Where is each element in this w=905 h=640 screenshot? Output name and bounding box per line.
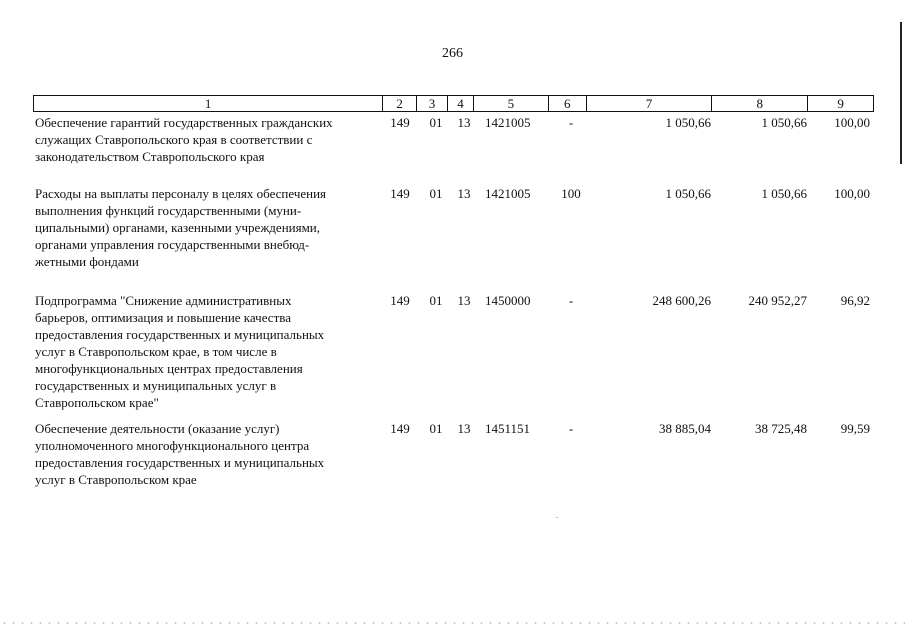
scan-edge-rule xyxy=(900,22,902,164)
description-line: жетными фондами xyxy=(35,254,139,269)
cell-planned-amount: 1 050,66 xyxy=(665,115,711,130)
description-line: Подпрограмма "Снижение административных xyxy=(35,293,292,308)
cell-planned-amount: 248 600,26 xyxy=(652,293,711,308)
cell-section: 01 xyxy=(429,186,443,201)
description-line: ципальными) органами, казенными учреждениями, xyxy=(35,220,321,235)
cell-target-article: 1421005 xyxy=(485,115,531,130)
cell-expense-type: - xyxy=(568,421,574,436)
cell-target-article: 1450000 xyxy=(485,293,531,308)
scan-noise-strip xyxy=(0,622,905,624)
description-line: барьеров, оптимизация и повышение качества xyxy=(35,310,291,325)
cell-target-article: 1451151 xyxy=(485,421,531,436)
header-col-4: 4 xyxy=(448,96,474,111)
description-line: предоставления государственных и муниципальных xyxy=(35,327,325,342)
header-col-6: 6 xyxy=(549,96,587,111)
row-description xyxy=(35,185,380,270)
header-col-8: 8 xyxy=(712,96,808,111)
row-description xyxy=(35,420,380,488)
header-col-5: 5 xyxy=(474,96,549,111)
cell-ministry-code: 149 xyxy=(390,421,410,436)
cell-percent: 100,00 xyxy=(834,115,870,130)
cell-ministry-code: 149 xyxy=(390,186,410,201)
cell-planned-amount: 1 050,66 xyxy=(665,186,711,201)
header-col-1: 1 xyxy=(34,96,383,111)
cell-subsection: 13 xyxy=(457,421,471,436)
scan-speck xyxy=(556,517,558,518)
cell-subsection: 13 xyxy=(457,293,471,308)
row-description xyxy=(35,114,380,165)
cell-percent: 96,92 xyxy=(840,293,870,308)
cell-ministry-code: 149 xyxy=(390,115,410,130)
cell-section: 01 xyxy=(429,115,443,130)
cell-target-article: 1421005 xyxy=(485,186,531,201)
header-col-7: 7 xyxy=(587,96,713,111)
description-line: услуг в Ставропольском крае, в том числе в xyxy=(35,344,277,359)
cell-subsection: 13 xyxy=(457,115,471,130)
cell-section: 01 xyxy=(429,421,443,436)
description-line: выполнения функций государственными (муни- xyxy=(35,203,302,218)
description-line: служащих Ставропольского края в соответствии с xyxy=(35,132,313,147)
cell-percent: 99,59 xyxy=(840,421,870,436)
cell-section: 01 xyxy=(429,293,443,308)
cell-expense-type: - xyxy=(568,293,574,308)
description-line: органами управления государственными внебюд- xyxy=(35,237,310,252)
cell-percent: 100,00 xyxy=(834,186,870,201)
header-col-9: 9 xyxy=(837,96,844,111)
description-line: Ставропольском крае" xyxy=(35,395,159,410)
header-col-2: 2 xyxy=(383,96,417,111)
description-line: законодательством Ставропольского края xyxy=(35,149,265,164)
description-line: многофункциональных центрах предоставления xyxy=(35,361,303,376)
cell-planned-amount: 38 885,04 xyxy=(659,421,711,436)
cell-actual-amount: 38 725,48 xyxy=(755,421,807,436)
cell-actual-amount: 1 050,66 xyxy=(761,186,807,201)
description-line: Обеспечение деятельности (оказание услуг) xyxy=(35,421,280,436)
cell-expense-type: - xyxy=(568,115,574,130)
page-number: 266 xyxy=(442,46,463,61)
description-line: государственных и муниципальных услуг в xyxy=(35,378,277,393)
cell-actual-amount: 240 952,27 xyxy=(748,293,807,308)
table-header-row xyxy=(33,95,874,112)
header-col-3: 3 xyxy=(417,96,448,111)
cell-subsection: 13 xyxy=(457,186,471,201)
description-line: услуг в Ставропольском крае xyxy=(35,472,197,487)
cell-actual-amount: 1 050,66 xyxy=(761,115,807,130)
cell-ministry-code: 149 xyxy=(390,293,410,308)
description-line: уполномоченного многофункционального центра xyxy=(35,438,310,453)
description-line: Обеспечение гарантий государственных гражданских xyxy=(35,115,333,130)
description-line: предоставления государственных и муниципальных xyxy=(35,455,325,470)
row-description xyxy=(35,292,380,411)
cell-expense-type: 100 xyxy=(561,186,581,201)
description-line: Расходы на выплаты персоналу в целях обеспечения xyxy=(35,186,327,201)
